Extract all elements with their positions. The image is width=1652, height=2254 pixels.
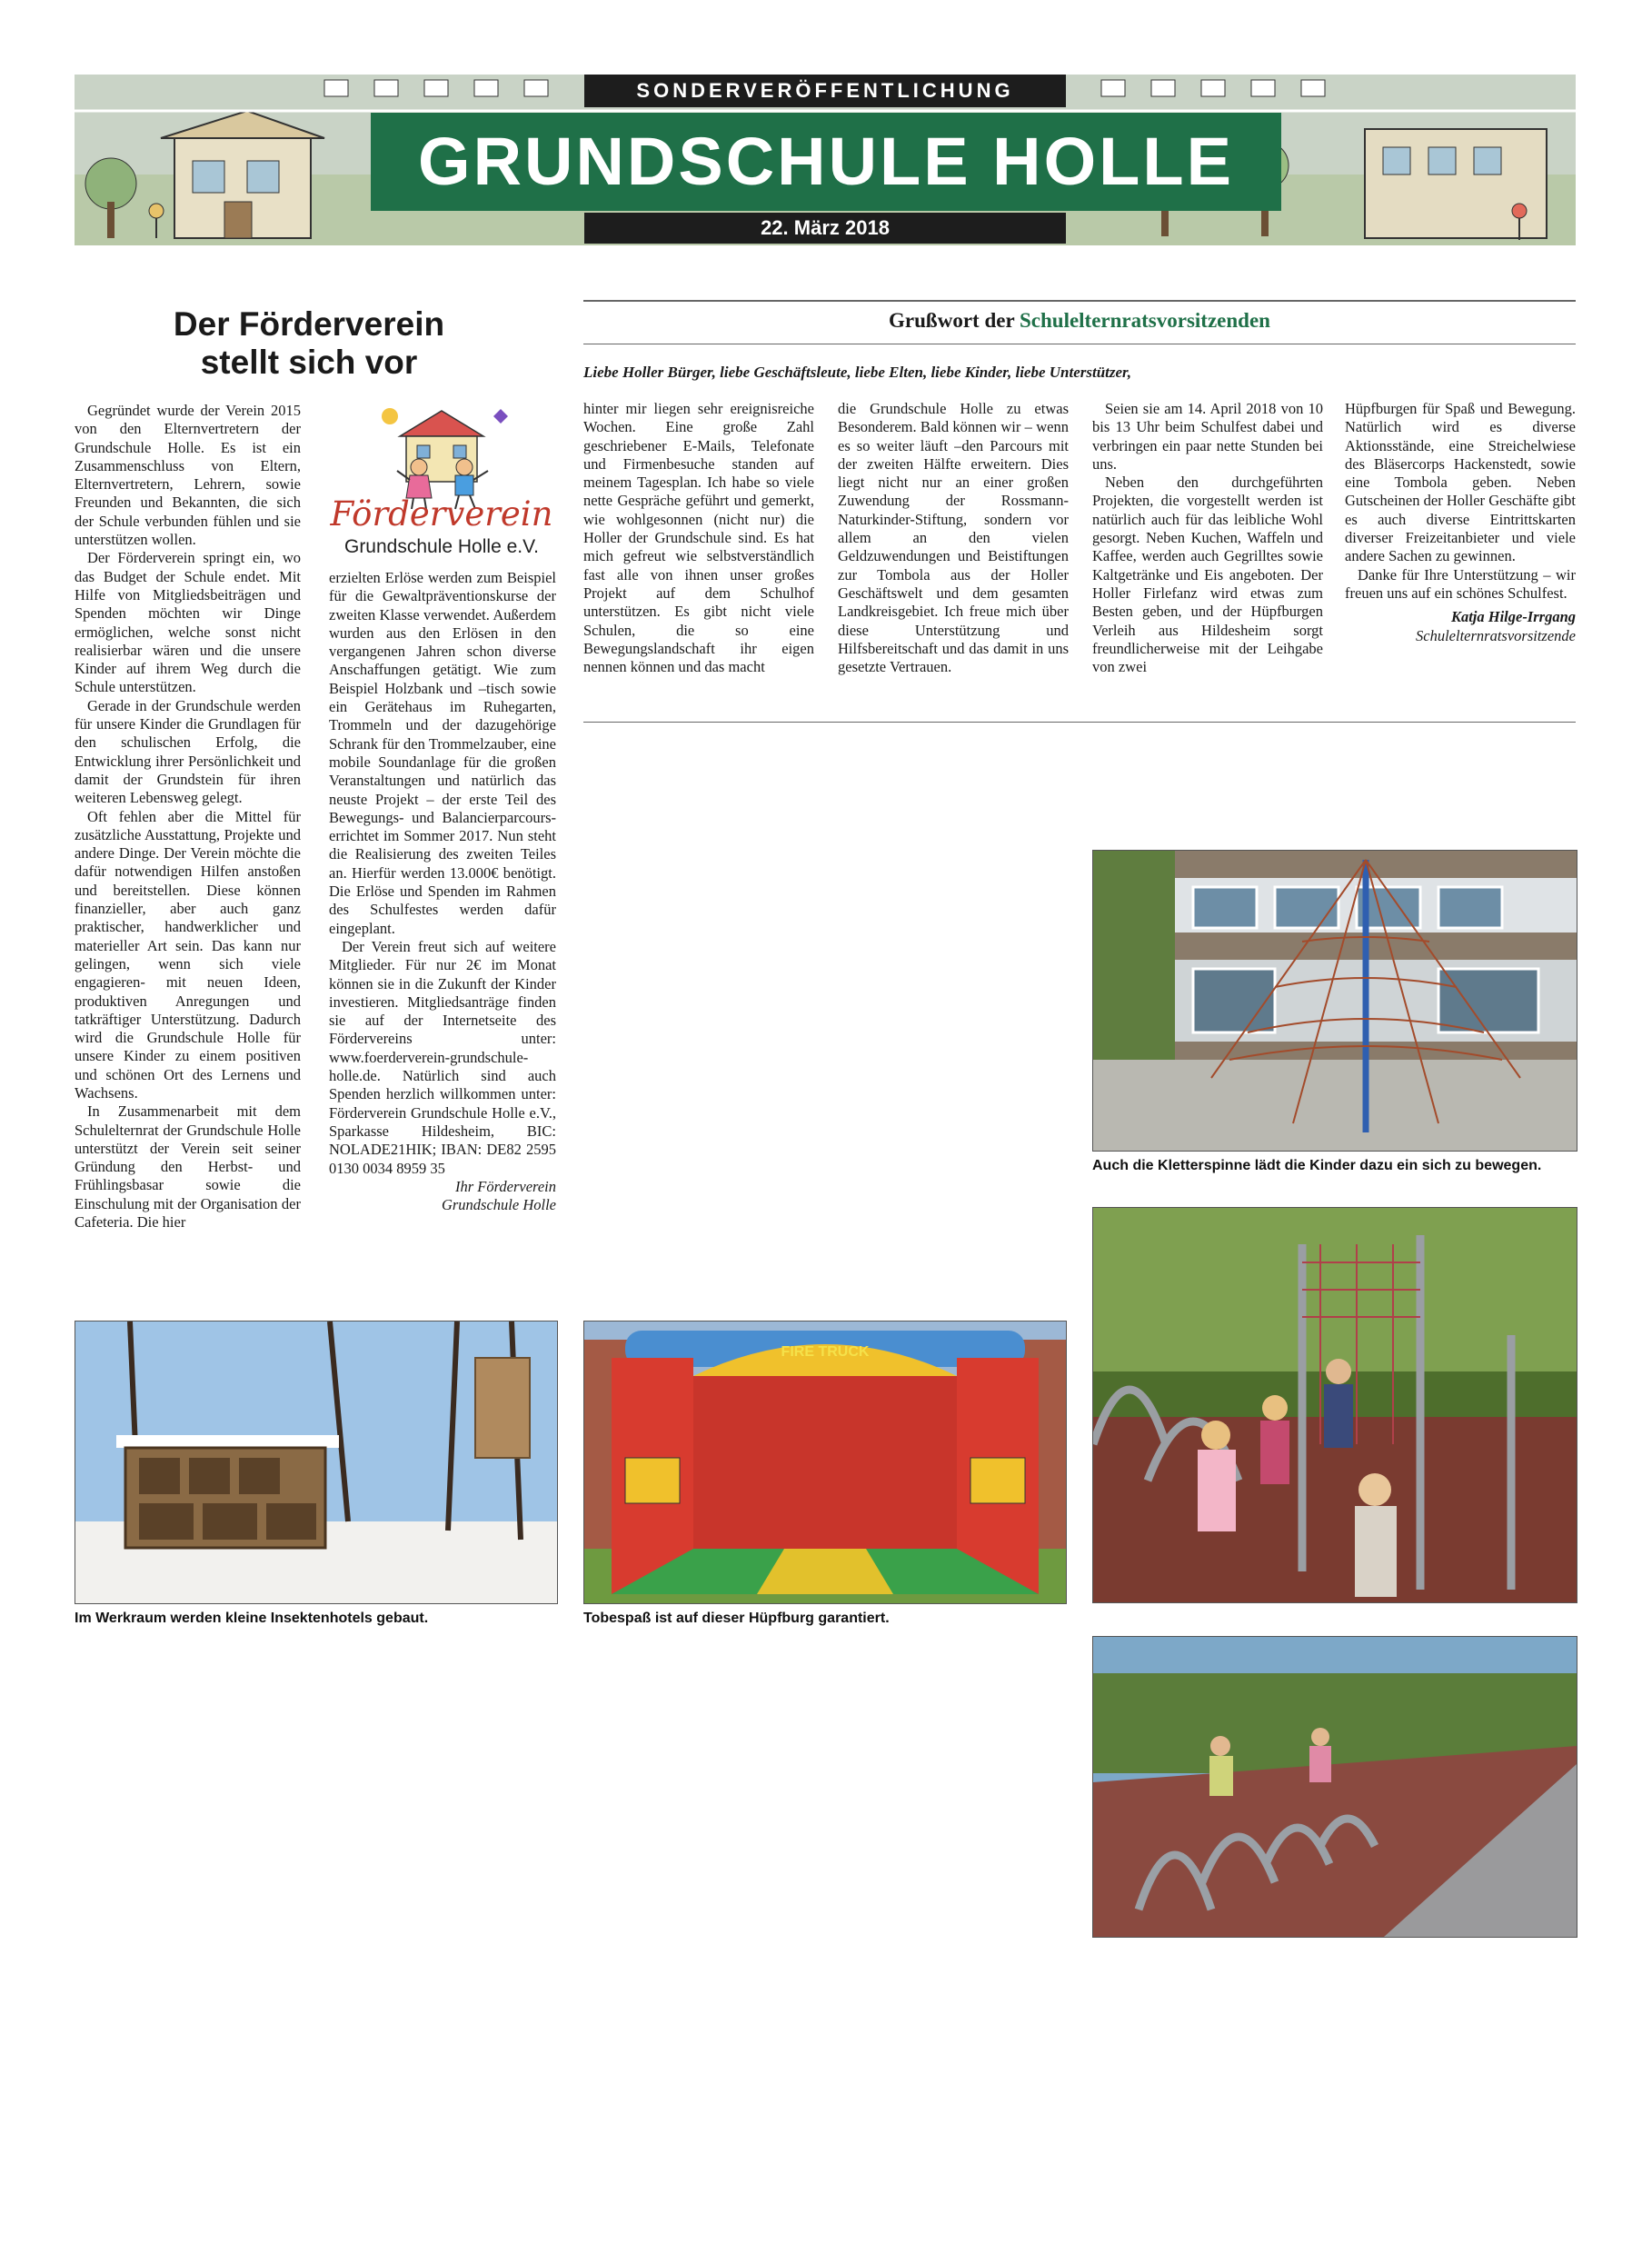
paragraph: Danke für Ihre Unterstützung – wir freuen uns auf ein schönes Schulfest. <box>1345 565 1576 602</box>
grusswort-column-1 <box>583 400 814 676</box>
paragraph: Seien sie am 14. April 2018 von 10 bis 13 Uhr beim Schulfest dabei und verbringen ein paar nette Stunden bei uns. <box>1092 400 1323 473</box>
climbing-spider-caption: Auch die Kletterspinne lädt die Kinder dazu ein sich zu bewegen. <box>1092 1158 1542 1173</box>
paragraph: die Grundschule Holle zu etwas Besonderem. Bald können wir – wenn es so weiter läuft –den Parcours mit der zweiten Hälfte erweitern. Dies liegt nicht nur an einer großen Zuwendung der Rossmann-Naturkinder-Stiftung, sondern vor allem an den vielen Geldzuwendungen und Beistiftungen zur Tombola aus der Holler Geschäftswelt und dem gesamten Landkreisgebiet. Ich freue mich über diese Unterstützung und Hilfsbereitschaft und das damit in uns gesetzte Vertrauen. <box>838 400 1069 676</box>
children-on-playground-image <box>1093 1208 1577 1602</box>
paragraph: Der Förderverein springt ein, wo das Budget der Schule endet. Mit Hilfe von Mitgliedsbeiträgen und Spenden möchten wir Dinge ermöglichen, welche sonst nicht realisierbar wären und die unsere Kinder auf ihrem Weg durch die Schule unterstützen. <box>75 549 301 696</box>
headline-line-1: Der Förderverein <box>173 305 445 343</box>
insect-hotel-winter-image <box>75 1321 557 1603</box>
signature-name: Katja Hilge-Irrgang <box>1450 608 1576 626</box>
climbing-net-image <box>1093 851 1577 1151</box>
top-rule <box>583 300 1576 302</box>
paragraph: In Zusammenarbeit mit dem Schulelternrat der Grundschule Holle unterstützt der Verein seit seiner Gründung den Herbst- und Frühlingsbasar sowie die Einschulung mit der Organisation der Cafeteria. Die hier <box>75 1102 301 1232</box>
fire-truck-sign: FIRE TRUCK <box>781 1344 870 1360</box>
grusswort-column-4 <box>1345 400 1576 645</box>
paragraph: Hüpfburgen für Spaß und Bewegung. Natürlich wird es diverse Aktionsstände, eine Streichelwiese des Bläsercorps Hackenstedt, sowie eine Tombola geben. Neben Gutscheinen der Holler Geschäfte gibt es auch diverse Eintrittskarten diverser Freizeitanbieter und viele andere Sachen zu gewinnen. <box>1345 400 1576 565</box>
balance-parcours-photo <box>1092 1636 1577 1938</box>
fire-truck-bouncy-castle-image <box>584 1321 1066 1603</box>
bouncy-castle-photo <box>583 1321 1067 1604</box>
paragraph: Der Verein freut sich auf weitere Mitglieder. Für nur 2€ im Monat können sie in die Zukunft der Kinder investieren. Mitgliedsanträge finden sie auf der Internetseite des Fördervereins unter: www.foerderverein-grundschule-holle.de. Natürlich sind auch Spenden herzlich willkommen unter: Förderverein Grundschule Holle e.V., Sparkasse Hildesheim, BIC: NOLADE21HIK; IBAN: DE82 2595 0130 0034 8959 35 <box>329 937 556 1177</box>
logo-subtitle: Grundschule Holle e.V. <box>343 536 540 557</box>
headline-part-1: Grußwort der <box>889 309 1020 332</box>
insect-hotel-caption: Im Werkraum werden kleine Insektenhotels gebaut. <box>75 1611 429 1626</box>
special-publication-label: SONDERVERÖFFENTLICHUNG <box>584 75 1066 107</box>
climbing-spider-photo <box>1092 850 1577 1152</box>
foerderverein-logo <box>323 400 561 564</box>
paragraph: erzielten Erlöse werden zum Beispiel für die Gewaltpräventionskurse der zweiten Klasse verwendet. Außerdem wurden aus den Erlösen in den vergangenen Jahren schon diverse Anschaffungen getätigt. Wie zum Beispiel Holzbank und –tisch sowie ein Gerätehaus im Ruhegarten, Trommeln und der dazugehörige Schrank für den Trommelzauber, eine mobile Soundanlage für die großen Veranstaltungen und natürlich das neuste Projekt – der erste Teil des Bewegungs- und Balancierparcours- errichtet im Sommer 2017. Nun steht die Realisierung des zweiten Teiles an. Hierfür werden 13.000€ benötigt. Die Erlöse und Spenden im Rahmen des Schulfestes werden dafür eingeplant. <box>329 569 556 937</box>
grusswort-column-2 <box>838 400 1069 676</box>
children-climbing-photo <box>1092 1207 1577 1603</box>
grusswort-headline <box>583 309 1576 333</box>
salutation: Liebe Holler Bürger, liebe Geschäftsleute, liebe Elten, liebe Kinder, liebe Unterstützer, <box>583 364 1131 381</box>
foerderverein-column-2 <box>329 569 556 1214</box>
balance-parcours-image <box>1093 1637 1577 1937</box>
publication-date: 22. März 2018 <box>584 213 1066 244</box>
foerderverein-headline <box>136 305 482 382</box>
signature-role: Schulelternratsvorsitzende <box>1416 626 1576 644</box>
headline-part-2: Schulelternratsvorsitzenden <box>1019 309 1270 332</box>
paragraph: Oft fehlen aber die Mittel für zusätzliche Ausstattung, Projekte und andere Dinge. Der Verein möchte die dafür notwendigen Hilfen anstoßen und bereitstellen. Diese können finanzieller, aber auch ganz praktischer, handwerklicher und materieller Art sein. Das kann nur gelingen, wenn sich viele engagieren- mit neuen Ideen, produktiven Anregungen und tatkräftiger Unterstützung. Dadurch wird die Grundschule Holle für unsere Kinder zu einem positiven und schönen Ort des Lernens und Wachsens. <box>75 807 301 1102</box>
bouncy-castle-caption: Tobespaß ist auf dieser Hüpfburg garantiert. <box>583 1611 890 1626</box>
paragraph: hinter mir liegen sehr ereignisreiche Wochen. Eine große Zahl geschriebener E-Mails, Telefonate und Firmenbesuche standen auf meinem Tagesplan. Ich habe so viele nette Gespräche geführt und gemerkt, wie wohlgesonnen (nicht nur) die Holler der Grundschule sind. Es hat mich gefreut wie selbstverständlich fast alle von ihnen unser großes Projekt auf dem Schulhof unterstützen. Es gibt nicht viele Schulen, die so eine Bewegungslandschaft ihr eigen nennen können und das macht <box>583 400 814 676</box>
headline-line-2: stellt sich vor <box>200 344 418 381</box>
paragraph: Gerade in der Grundschule werden für unsere Kinder die Grundlagen für den schulischen Erfolg, die Entwicklung ihrer Persönlichkeit und damit der Grundstein für ihren weiteren Lebensweg gelegt. <box>75 696 301 807</box>
logo-wordmark: Förderverein <box>330 494 553 534</box>
bottom-rule <box>583 722 1576 723</box>
paragraph: Gegründet wurde der Verein 2015 von den Elternvertretern der Grundschule Holle. Es ist ein Zusammenschluss von Eltern, Elternvertretern, Lehrern, sowie Freunden und Bekannten, die sich der Schule verbunden fühlen und sie unterstützen wollen. <box>75 402 301 549</box>
insect-hotel-photo <box>75 1321 558 1604</box>
foerderverein-column-1 <box>75 402 301 1232</box>
grusswort-column-3 <box>1092 400 1323 676</box>
signature-line-2: Grundschule Holle <box>441 1196 556 1214</box>
paragraph: Neben den durchgeführten Projekten, die vorgestellt werden ist natürlich auch für das leibliche Wohl gesorgt. Neben Kuchen, Waffeln und Kaffee, werden auch Gegrilltes sowie Kaltgetränke und Eis angeboten. Der Holler Firlefanz wird etwas zum Besten geben, und der Hüpfburgen Verleih aus Hildesheim sorgt freundlicherweise mit der Leihgabe von zwei <box>1092 474 1323 676</box>
masthead-title: GRUNDSCHULE HOLLE <box>371 113 1281 211</box>
signature-line-1: Ihr Förderverein <box>454 1177 556 1195</box>
